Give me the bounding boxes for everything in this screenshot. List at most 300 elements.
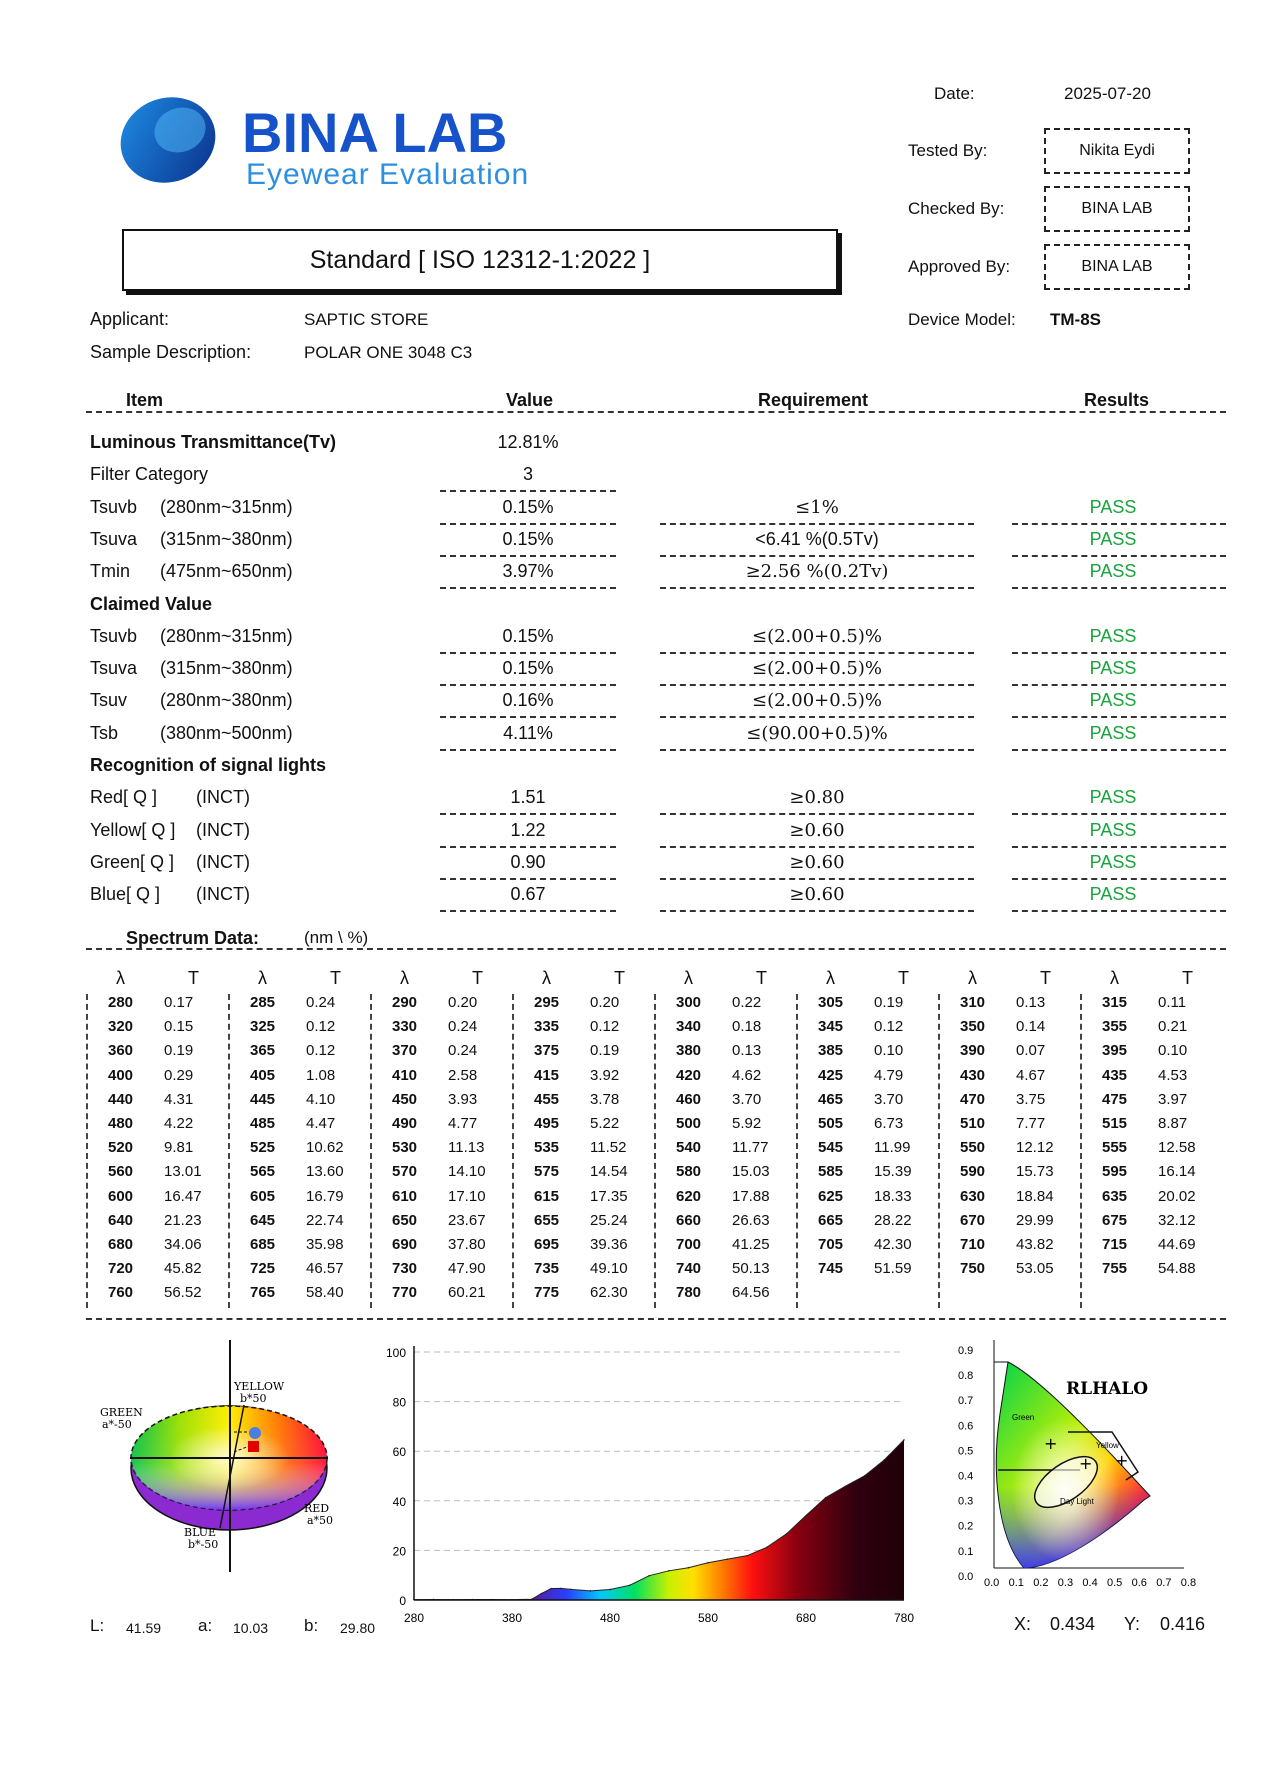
row-item: Tsuva [90,528,138,549]
spectrum-transmittance: 4.62 [732,1066,762,1084]
spectrum-wavelength: 475 [1102,1090,1128,1108]
spectrum-wavelength: 355 [1102,1018,1128,1036]
spectrum-transmittance: 3.93 [448,1090,478,1108]
spectrum-row [1082,1139,1222,1163]
row-result: PASS [1089,625,1137,646]
spectrum-wl-header: λ [542,968,551,988]
row-item: Filter Category [90,464,209,485]
spectrum-row [514,1236,654,1260]
data-point [727,1558,729,1560]
device-label: Device Model: [908,310,1016,329]
cie-y-ticks [958,1345,973,1583]
header-divider [86,411,1226,413]
row-value-rule [440,910,616,912]
spectrum-row [656,1260,796,1284]
row-result: PASS [1089,851,1137,872]
row-value: 0.16% [502,690,554,711]
spectrum-row [88,1139,228,1163]
row-result: PASS [1089,787,1137,808]
spectrum-row [656,1139,796,1163]
row-value-rule [440,587,616,589]
spectrum-wavelength: 595 [1102,1163,1128,1181]
spectrum-wl-header: λ [1110,968,1119,988]
spectrum-transmittance: 26.63 [732,1211,770,1229]
row-item: Red[ Q ] [90,787,158,808]
spectrum-row [798,994,938,1018]
spectrum-transmittance: 1.08 [306,1066,336,1084]
spectrum-transmittance: 0.10 [1158,1042,1188,1060]
spectrum-transmittance: 34.06 [164,1236,202,1253]
spectrum-row [940,1067,1080,1091]
spectrum-row [372,994,512,1018]
x-tick-label: 780 [893,1611,915,1625]
spectrum-column [228,994,370,1308]
spectrum-wavelength: 565 [250,1163,276,1181]
spectrum-column [86,994,228,1308]
data-point [560,1588,562,1590]
b-label: b: [304,1616,319,1635]
spectrum-transmittance: 18.84 [1016,1187,1054,1205]
lab-yellow-axis: b*50 [240,1392,267,1405]
row-range: (280nm~315nm) [160,625,293,646]
spectrum-row [230,994,370,1018]
spectrum-transmittance: 32.12 [1158,1211,1196,1229]
spectrum-row [1082,1067,1222,1091]
spectrum-t-header: T [1040,968,1051,988]
spectrum-transmittance: 4.53 [1158,1066,1188,1084]
spectrum-transmittance: 0.12 [306,1018,336,1036]
spectrum-row [514,1091,654,1115]
row-result: PASS [1089,561,1137,582]
spectrum-wavelength: 735 [534,1260,560,1278]
spectrum-row [88,1284,228,1308]
spectrum-transmittance: 2.58 [448,1066,478,1084]
cie-y-tick: 0.5 [958,1445,974,1458]
spectrum-wavelength: 665 [818,1211,844,1229]
spectrum-transmittance: 0.17 [164,994,194,1011]
spectrum-wavelength: 420 [676,1066,702,1084]
row-range: (INCT) [196,851,250,872]
row-requirement: ≥0.60 [789,819,845,841]
checked-label: Checked By: [908,199,1005,218]
spectrum-transmittance: 49.10 [590,1260,628,1278]
spectrum-row [940,1236,1080,1260]
cie-diagram [956,1336,1226,1606]
spectrum-wavelength: 445 [250,1090,276,1108]
data-point [550,1588,552,1590]
lab-point-marker [249,1427,261,1439]
cie-y-tick: 0.6 [958,1420,974,1433]
row-value-rule [440,846,616,848]
spectrum-wavelength: 645 [250,1211,276,1229]
spectrum-row [514,1260,654,1284]
spectrum-transmittance: 13.01 [164,1163,202,1181]
spectrum-wavelength: 585 [818,1163,844,1181]
cie-x-ticks [984,1577,1196,1589]
row-value-rule [440,555,616,557]
spectrum-transmittance: 0.12 [874,1018,904,1036]
spectrum-transmittance: 0.12 [590,1018,620,1036]
row-range: (380nm~500nm) [160,722,293,743]
cie-x-tick: 0.0 [984,1577,1000,1589]
spectrum-transmittance: 14.54 [590,1163,628,1181]
row-result: PASS [1089,722,1137,743]
tested-label: Tested By: [908,141,988,160]
spectrum-transmittance: 44.69 [1158,1236,1196,1253]
spectrum-transmittance: 5.22 [590,1115,620,1132]
data-point [707,1562,709,1564]
spectrum-wavelength: 545 [818,1139,844,1157]
row-result-rule [1012,555,1226,557]
row-value: 4.11% [503,722,553,743]
spectrum-transmittance: 16.79 [306,1187,344,1205]
spectrum-transmittance: 46.57 [306,1260,344,1278]
spectrum-wavelength: 320 [108,1018,134,1036]
spectrum-wavelength: 375 [534,1042,560,1060]
row-value: 3.97% [502,561,554,582]
spectrum-divider-bottom [86,1318,1226,1320]
spectrum-row [88,1212,228,1236]
row-range: (475nm~650nm) [160,561,293,582]
data-point [903,1439,905,1441]
spectrum-wavelength: 680 [108,1236,134,1253]
spectrum-row [798,1018,938,1042]
data-point [570,1589,572,1591]
spectrum-transmittance: 39.36 [590,1236,628,1253]
spectrum-transmittance: 25.24 [590,1211,628,1229]
cie-y-tick: 0.7 [958,1395,974,1408]
spectrum-transmittance: 17.10 [448,1187,486,1205]
spectrum-row [230,1163,370,1187]
spectrum-transmittance: 3.78 [590,1090,620,1108]
spectrum-row [940,1212,1080,1236]
spectrum-row [372,1212,512,1236]
cie-daylight: Day Light [1060,1497,1094,1506]
row-requirement-rule [660,846,974,848]
spectrum-transmittance: 45.82 [164,1260,202,1278]
spectrum-row [656,1188,796,1212]
spectrum-wavelength: 580 [676,1163,702,1181]
data-point [864,1475,866,1477]
spectrum-transmittance: 14.10 [448,1163,486,1181]
L-label: L: [90,1616,105,1635]
spectrum-row [656,1284,796,1308]
spectrum-wavelength: 345 [818,1018,844,1036]
x-tick-label: 280 [403,1611,425,1625]
spectrum-row [88,1018,228,1042]
row-item: Blue[ Q ] [90,884,161,905]
spectrum-row [88,994,228,1018]
spectrum-wavelength: 280 [108,994,134,1011]
spectrum-row [1082,1115,1222,1139]
row-range: (INCT) [196,884,250,905]
spectrum-row [88,1236,228,1260]
spectrum-transmittance: 0.13 [1016,994,1046,1011]
x-tick-label: 580 [697,1611,719,1625]
row-result-rule [1012,523,1226,525]
spectrum-row [798,1139,938,1163]
row-value-rule [440,652,616,654]
spectrum-wavelength: 720 [108,1260,134,1278]
spectrum-row [230,1115,370,1139]
spectrum-wl-header: λ [684,968,693,988]
L-value: 41.59 [126,1620,162,1636]
row-value-rule [440,813,616,815]
spectrum-transmittance: 5.92 [732,1115,762,1132]
row-requirement-rule [660,587,974,589]
spectrum-column [512,994,654,1308]
row-value-rule [440,490,616,492]
spectrum-row [1082,1212,1222,1236]
logo-brand: BINA LAB [242,101,508,164]
spectrum-wavelength: 630 [960,1187,986,1205]
spectrum-row [230,1188,370,1212]
spectrum-transmittance: 0.24 [448,1018,478,1036]
spectrum-transmittance: 3.97 [1158,1090,1188,1108]
cie-x-tick: 0.4 [1082,1577,1098,1589]
spectrum-transmittance: 22.74 [306,1211,344,1229]
row-requirement-rule [660,878,974,880]
spectrum-row [514,1284,654,1308]
spectrum-wavelength: 710 [960,1236,986,1253]
row-item: Tsb [90,722,119,743]
row-range: (INCT) [196,787,250,808]
logo-tagline: Eyewear Evaluation [246,158,530,191]
spectrum-row [372,1163,512,1187]
spectrum-row [372,1139,512,1163]
approved-label: Approved By: [908,257,1011,276]
spectrum-wavelength: 505 [818,1115,844,1132]
spectrum-transmittance: 47.90 [448,1260,486,1278]
spectrum-wavelength: 745 [818,1260,844,1278]
y-tick-label: 60 [392,1445,406,1460]
y-tick-label: 20 [392,1544,406,1559]
spectrum-row [940,1163,1080,1187]
spectrum-transmittance: 4.22 [164,1115,194,1132]
row-item: Recognition of signal lights [90,755,326,775]
row-item: Tmin [90,561,130,582]
data-point [746,1555,748,1557]
spectrum-row [1082,1260,1222,1284]
spectrum-transmittance: 42.30 [874,1236,912,1253]
spectrum-wavelength: 390 [960,1042,986,1060]
spectrum-row [1082,1163,1222,1187]
row-value: 0.15% [502,496,554,517]
row-requirement-rule [660,684,974,686]
spectrum-wavelength: 540 [676,1139,702,1157]
spectrum-wavelength: 335 [534,1018,560,1036]
spectrum-wavelength: 415 [534,1066,560,1084]
spectrum-wavelength: 330 [392,1018,418,1036]
spectrum-row [372,1091,512,1115]
spectrum-transmittance: 15.03 [732,1163,770,1181]
spectrum-row [940,1139,1080,1163]
spectrum-transmittance: 17.88 [732,1187,770,1205]
row-range: (315nm~380nm) [160,658,293,679]
b-value: 29.80 [340,1620,376,1636]
spectrum-transmittance: 12.12 [1016,1139,1054,1157]
spectrum-transmittance: 4.47 [306,1115,336,1132]
row-result-rule [1012,716,1226,718]
spectrum-wavelength: 730 [392,1260,418,1278]
spectrum-wavelength: 615 [534,1187,560,1205]
spectrum-transmittance: 64.56 [732,1284,770,1302]
spectrum-transmittance: 3.75 [1016,1090,1046,1108]
spectrum-t-header: T [330,968,341,988]
lab-red: RED [304,1502,330,1515]
spectrum-transmittance: 0.24 [306,994,336,1011]
data-point [629,1585,631,1587]
spectrum-transmittance: 58.40 [306,1284,344,1302]
row-requirement-rule [660,652,974,654]
row-requirement-rule [660,716,974,718]
row-requirement: ≤1% [795,496,839,518]
spectrum-wl-header: λ [116,968,125,988]
spectrum-wl-header: λ [400,968,409,988]
spectrum-row [656,1067,796,1091]
spectrum-row [798,1042,938,1066]
spectrum-row [940,1091,1080,1115]
spectrum-wavelength: 755 [1102,1260,1128,1278]
transmittance-chart [378,1340,934,1630]
spectrum-transmittance: 0.21 [1158,1018,1188,1036]
spectrum-row [372,1067,512,1091]
spectrum-row [798,1091,938,1115]
spectrum-row [1082,1236,1222,1260]
spectrum-wavelength: 400 [108,1066,134,1084]
cie-green: Green [1012,1413,1035,1422]
spectrum-wl-header: λ [968,968,977,988]
row-item: Yellow[ Q ] [90,819,176,840]
spectrum-t-header: T [614,968,625,988]
spectrum-row [372,1236,512,1260]
spectrum-transmittance: 10.62 [306,1139,344,1157]
spectrum-row [940,1115,1080,1139]
checked-box: BINA LAB [1044,186,1190,232]
cie-y-tick: 0.9 [958,1345,974,1357]
row-result-rule [1012,749,1226,751]
spectrum-transmittance: 0.20 [448,994,478,1011]
data-point [766,1547,768,1549]
spectrum-row [88,1067,228,1091]
row-value: 1.51 [510,787,546,808]
cie-x-tick: 0.3 [1057,1577,1074,1589]
cie-yellow: Yellow [1096,1441,1119,1450]
row-result-rule [1012,587,1226,589]
transmittance-area [414,1440,904,1600]
x-tick-label: 680 [795,1611,817,1625]
y-tick-label: 40 [392,1494,406,1509]
spectrum-transmittance: 0.19 [164,1042,194,1060]
row-value-rule [440,878,616,880]
row-value-rule [440,684,616,686]
spectrum-wavelength: 465 [818,1090,844,1108]
spectrum-wavelength: 435 [1102,1066,1128,1084]
spectrum-transmittance: 4.31 [164,1090,194,1108]
spectrum-wavelength: 495 [534,1115,560,1132]
data-point [609,1589,611,1591]
spectrum-row [230,1067,370,1091]
applicant-label: Applicant: [90,309,170,329]
spectrum-transmittance: 11.99 [874,1139,911,1157]
spectrum-transmittance: 0.24 [448,1042,478,1060]
row-requirement: ≤(2.00+0.5)% [751,625,883,647]
spectrum-row [798,1260,938,1284]
col-requirement: Requirement [758,390,869,410]
spectrum-transmittance: 6.73 [874,1115,904,1132]
row-requirement: ≤(90.00+0.5)% [746,722,888,744]
date-label: Date: [934,84,975,103]
spectrum-row [940,1260,1080,1284]
spectrum-transmittance: 0.07 [1016,1042,1046,1060]
spectrum-t-header: T [188,968,199,988]
spectrum-wavelength: 450 [392,1090,418,1108]
spectrum-row [798,1212,938,1236]
row-value: 0.15% [502,528,554,549]
spectrum-wavelength: 650 [392,1211,418,1229]
cie-x-tick: 0.6 [1131,1577,1147,1589]
spectrum-transmittance: 16.47 [164,1187,202,1205]
row-value-rule [440,716,616,718]
spectrum-transmittance: 62.30 [590,1284,628,1302]
spectrum-wavelength: 550 [960,1139,986,1157]
spectrum-row [1082,1042,1222,1066]
spectrum-wavelength: 705 [818,1236,844,1253]
spectrum-wavelength: 690 [392,1236,418,1253]
row-result: PASS [1089,658,1137,679]
spectrum-transmittance: 51.59 [874,1260,912,1278]
row-requirement: <6.41 %(0.5Tv) [755,528,879,549]
row-requirement: ≥2.56 %(0.2Tv) [745,561,889,583]
spectrum-row [940,1018,1080,1042]
spectrum-row [514,1163,654,1187]
spectrum-transmittance: 41.25 [732,1236,770,1253]
cie-y-label: Y: [1124,1614,1141,1634]
spectrum-row [940,1188,1080,1212]
cie-y-tick: 0.8 [958,1370,974,1383]
spectrum-row [230,1236,370,1260]
spectrum-wavelength: 440 [108,1090,134,1108]
spectrum-row [372,1188,512,1212]
spectrum-transmittance: 4.10 [306,1090,336,1108]
spectrum-wavelength: 380 [676,1042,702,1060]
row-item: Green[ Q ] [90,851,175,872]
spectrum-transmittance: 0.18 [732,1018,762,1036]
svg-text:+: + [1079,1454,1093,1473]
spectrum-row [514,1067,654,1091]
spectrum-wavelength: 525 [250,1139,276,1157]
spectrum-wavelength: 660 [676,1211,702,1229]
cie-brand: RLHALO [1066,1379,1149,1399]
spectrum-wavelength: 610 [392,1187,418,1205]
spectrum-wavelength: 570 [392,1163,418,1181]
spectrum-row [656,1042,796,1066]
spectrum-wavelength: 325 [250,1018,276,1036]
spectrum-row [656,1018,796,1042]
spectrum-transmittance: 0.29 [164,1066,194,1084]
spectrum-row [372,1018,512,1042]
spectrum-transmittance: 17.35 [590,1187,628,1205]
spectrum-wavelength: 455 [534,1090,560,1108]
spectrum-column [654,994,796,1308]
col-item: Item [126,390,164,410]
spectrum-row [514,1018,654,1042]
spectrum-wavelength: 685 [250,1236,276,1253]
row-requirement: ≥0.60 [789,851,845,873]
spectrum-transmittance: 43.82 [1016,1236,1054,1253]
lab-red-axis: a*50 [307,1514,334,1527]
spectrum-row [1082,1018,1222,1042]
